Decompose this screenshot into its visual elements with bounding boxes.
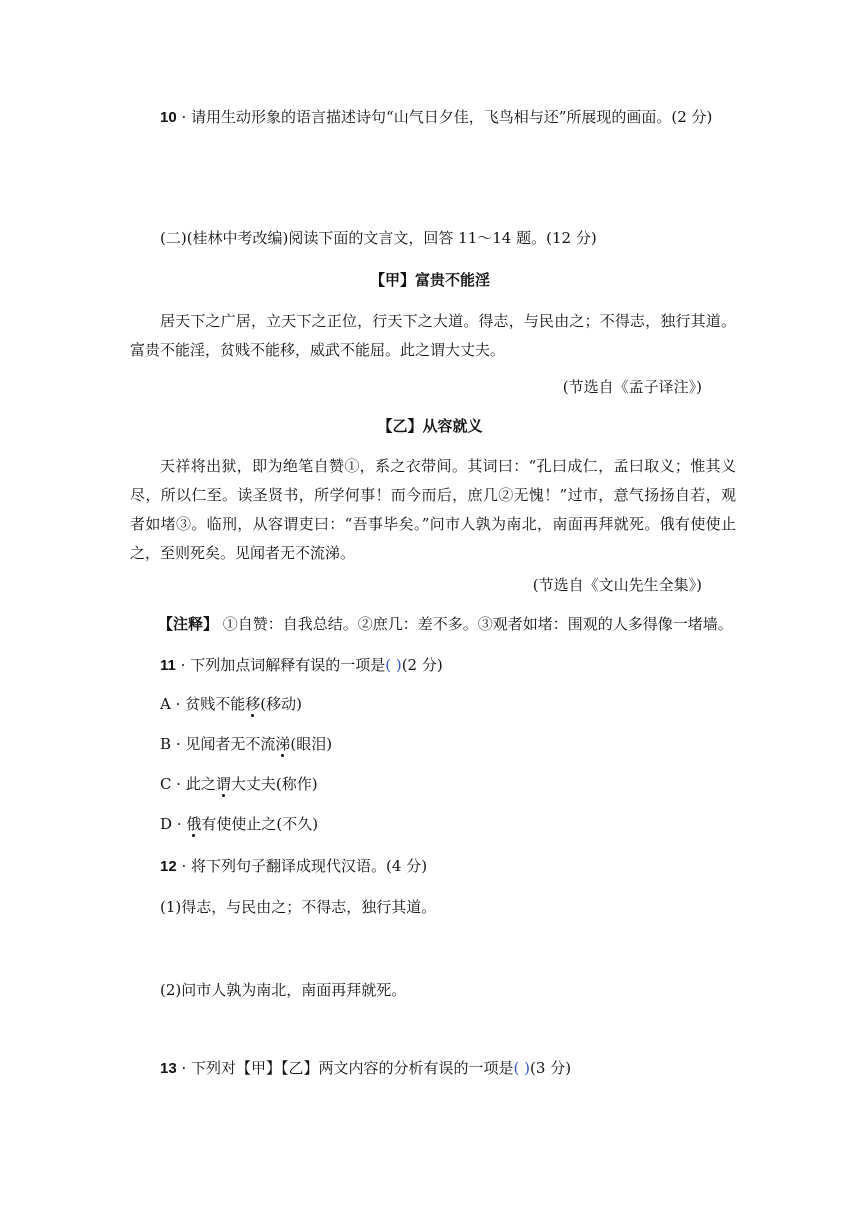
option-c[interactable]	[160, 774, 318, 794]
passage-a-body	[130, 307, 736, 365]
question-separator: ·	[181, 1059, 187, 1077]
question-separator: ·	[181, 857, 187, 875]
question-separator: ·	[181, 108, 187, 126]
option-d[interactable]	[160, 814, 318, 834]
question-10	[160, 107, 712, 128]
question-12	[160, 856, 427, 877]
option-text: 大丈夫(称作)	[230, 775, 318, 793]
option-text: (眼泪)	[290, 735, 333, 753]
passage-b-body	[130, 452, 736, 568]
question-score: (2 分)	[401, 656, 443, 674]
question-text: 请用生动形象的语言描述诗句“山气日夕佳，飞鸟相与还”所展现的画面。(2 分)	[191, 108, 713, 126]
option-a[interactable]	[160, 694, 302, 714]
annotations-label: 【注释】	[158, 615, 219, 633]
option-separator: ·	[176, 775, 182, 793]
option-text: 此之	[185, 775, 216, 793]
passage-a-source: (节选自《孟子译注》)	[562, 378, 702, 396]
answer-blank[interactable]: ( )	[385, 656, 402, 674]
option-text: 贫贱不能	[185, 695, 246, 713]
dotted-word: 移	[245, 695, 261, 713]
question-11	[160, 655, 443, 676]
question-text: 将下列句子翻译成现代汉语。(4 分)	[191, 857, 428, 875]
answer-blank[interactable]: ( )	[513, 1059, 531, 1077]
question-stem: 下列对【甲】【乙】两文内容的分析有误的一项是	[191, 1059, 514, 1077]
annotations-text: ①自赞：自我总结。②庶几：差不多。③观者如堵：围观的人多得像一堵墙。	[222, 615, 733, 633]
passage-b-text: 天祥将出狱，即为绝笔自赞①，系之衣带间。其词曰：“孔曰成仁，孟曰取义；惟其义尽，所以仁至。读圣贤书，所学何事！而今而后，庶几②无愧！”过市，意气扬扬自若，观者如堵③。临刑，从容谓吏曰：“吾事毕矣。”问市人孰为南北，南面再拜就死。俄有使使止之，至则死矣。见闻者无不流涕。	[130, 457, 736, 562]
passage-a-text: 居天下之广居，立天下之正位，行天下之大道。得志，与民由之；不得志，独行其道。富贵不能淫，贫贱不能移，威武不能屈。此之谓大丈夫。	[130, 312, 736, 359]
option-separator: ·	[176, 815, 182, 833]
question-separator: ·	[180, 656, 186, 674]
question-stem: 下列加点词解释有误的一项是	[190, 656, 386, 674]
dotted-word: 俄	[186, 815, 202, 833]
section-2-intro: (二)(桂林中考改编)阅读下面的文言文，回答 11～14 题。(12 分)	[160, 229, 597, 247]
annotations	[158, 614, 733, 634]
option-letter: D	[160, 815, 173, 833]
question-number: 11	[160, 657, 176, 674]
question-score: (3 分)	[530, 1059, 572, 1077]
option-letter: A	[160, 695, 171, 713]
option-separator: ·	[175, 735, 181, 753]
option-b[interactable]	[160, 734, 332, 754]
question-number: 12	[160, 858, 177, 875]
option-letter: C	[160, 775, 172, 793]
option-text: 有使使止之(不久)	[201, 815, 319, 833]
option-separator: ·	[175, 695, 181, 713]
passage-b-source: (节选自《文山先生全集》)	[532, 576, 702, 594]
question-number: 13	[160, 1060, 177, 1077]
option-letter: B	[160, 735, 172, 753]
question-number: 10	[160, 109, 177, 126]
option-text: 见闻者无不流	[185, 735, 276, 753]
passage-a-title: 【甲】富贵不能淫	[369, 271, 490, 289]
passage-b-title: 【乙】从容就义	[377, 417, 483, 435]
question-13	[160, 1058, 571, 1079]
option-text: (移动)	[260, 695, 302, 713]
dotted-word: 涕	[275, 735, 291, 753]
q12-item-2: (2)问市人孰为南北，南面再拜就死。	[160, 981, 407, 999]
q12-item-1: (1)得志，与民由之；不得志，独行其道。	[160, 898, 437, 916]
dotted-word: 谓	[215, 775, 231, 793]
